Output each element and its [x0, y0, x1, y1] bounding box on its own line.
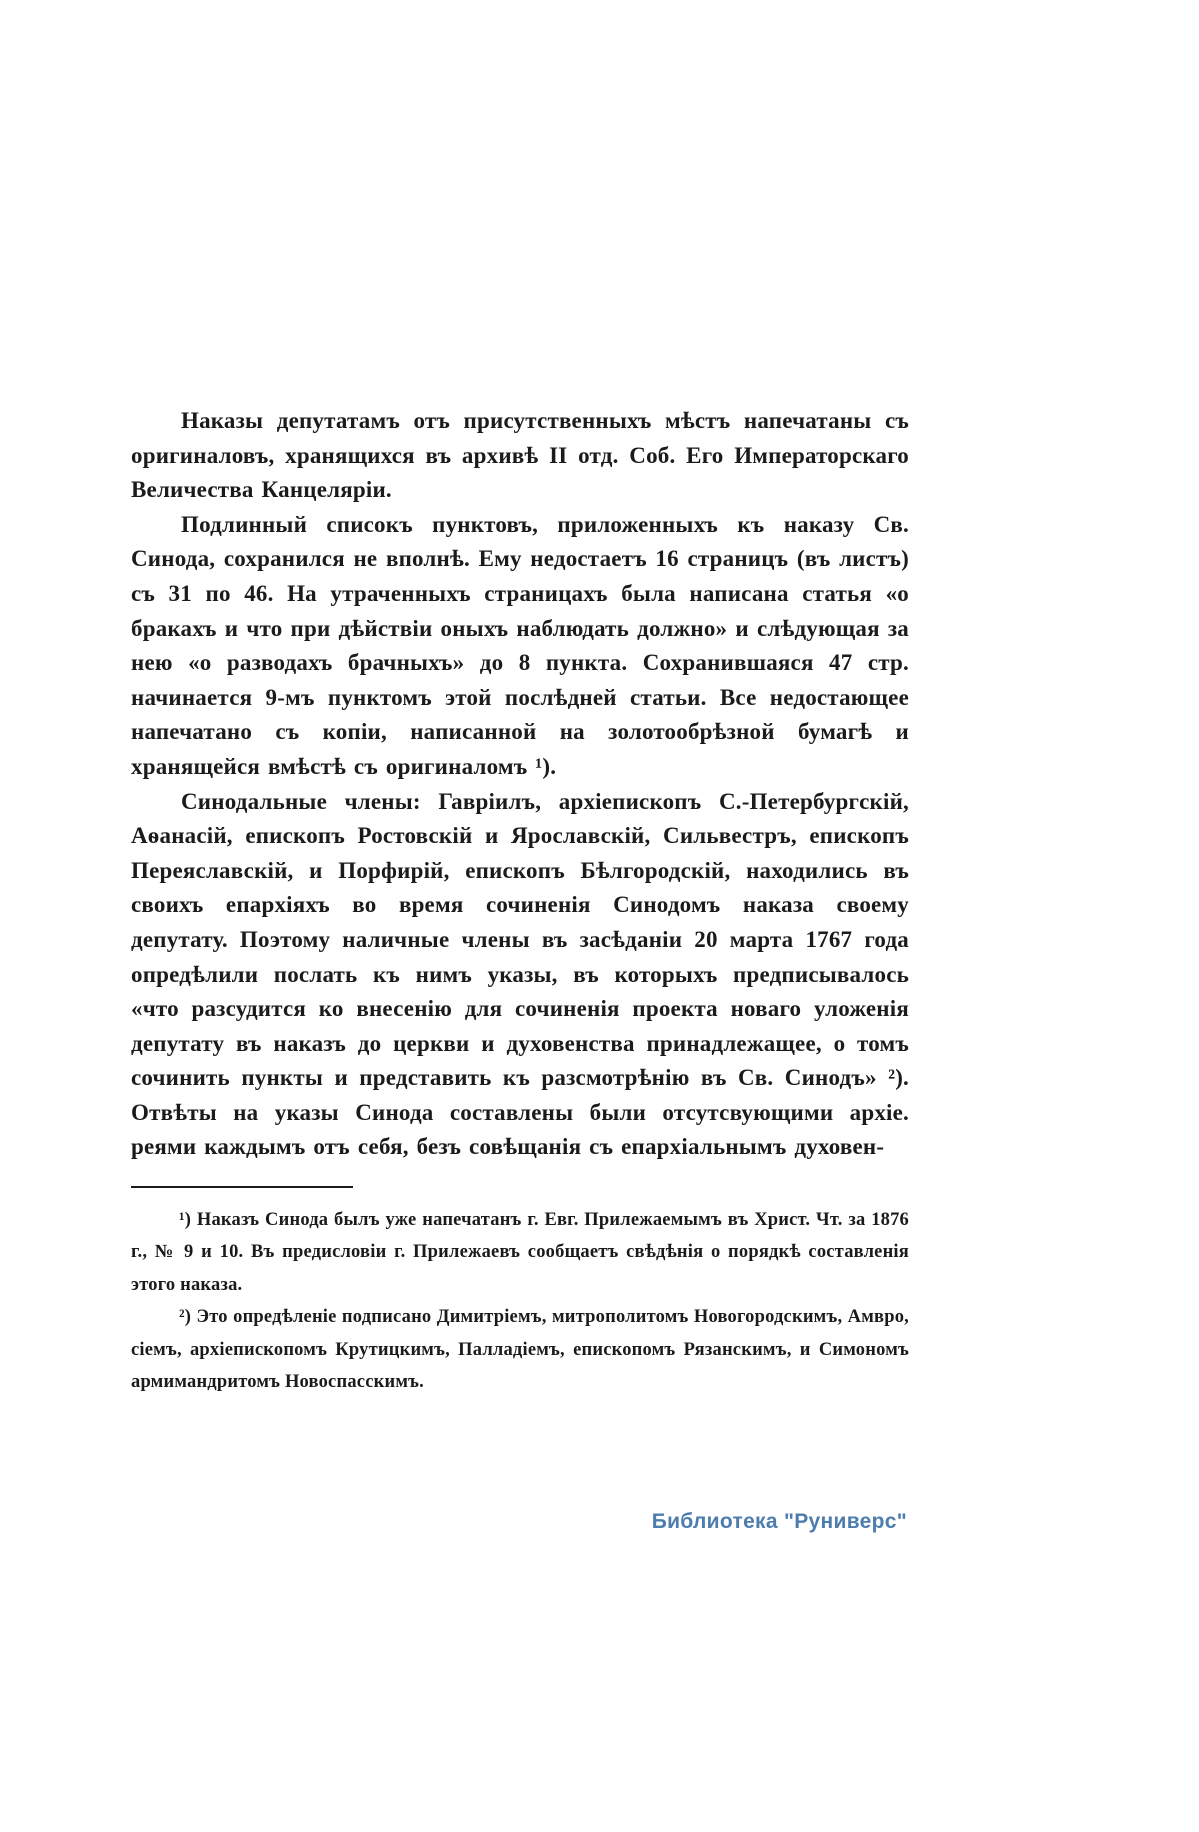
library-watermark: Библиотека "Руниверс" [651, 1510, 907, 1533]
footnote: ¹) Наказъ Синода былъ уже напечатанъ г. Евг. Прилежаемымъ въ Христ. Чт. за 1876 г., № 9 и 10. Въ предисловіи г. Прилежаевъ сообщаетъ свѣдѣнія о порядкѣ составленія этого наказа. [131, 1210, 909, 1295]
footnote-separator [131, 1186, 353, 1188]
paragraph: Наказы депутатамъ отъ присутственныхъ мѣстъ напечатаны съ оригиналовъ, хранящихся въ архивѣ II отд. Соб. Его Императорскаго Величества Канцеляріи. [131, 408, 909, 503]
paragraph: Подлинный списокъ пунктовъ, приложенныхъ къ наказу Св. Синода, сохранился не вполнѣ. Ему недостаетъ 16 страницъ (въ листъ) съ 31 по 46. На утраченныхъ страницахъ была написана статья «о бракахъ и что при дѣйствіи оныхъ наблюдать должно» и слѣдующая за нею «о разводахъ брачныхъ» до 8 пункта. Сохранившаяся 47 стр. начинается 9-мъ пунктомъ этой послѣдней статьи. Все недостающее напечатано съ копіи, написанной на золотообрѣзной бумагѣ и хранящейся вмѣстѣ съ оригиналомъ ¹). [131, 511, 909, 779]
footnotes-block [131, 1204, 909, 1398]
footnote: ²) Это опредѣленіе подписано Димитріемъ, митрополитомъ Новогородскимъ, Амвро, сіемъ, архіепископомъ Крутицкимъ, Палладіемъ, епископомъ Рязанскимъ, и Симономъ армимандритомъ Новоспасскимъ. [131, 1307, 909, 1393]
main-text-block [131, 404, 909, 1165]
paragraph: Синодальные члены: Гавріилъ, архіепископъ С.-Петербургскій, Аѳанасій, епископъ Ростовскій и Ярославскій, Сильвестръ, епископъ Переяславскій, и Порфирій, епископъ Бѣлгородскій, находились въ своихъ епархіяхъ во время сочиненія Синодомъ наказа своему депутату. Поэтому наличные члены въ засѣданіи 20 марта 1767 года опредѣлили послать къ нимъ указы, въ которыхъ предписывалось «что разсудится ко внесенію для сочиненія проекта новаго уложенія депутату въ наказъ до церкви и духовенства принадлежащее, о томъ сочинить пункты и представить къ разсмотрѣнію въ Св. Синодъ» ²). Отвѣты на указы Синода составлены были отсутсвующими архіе. реями каждымъ отъ себя, безъ совѣщанія съ епархіальнымъ духовен- [131, 788, 909, 1160]
